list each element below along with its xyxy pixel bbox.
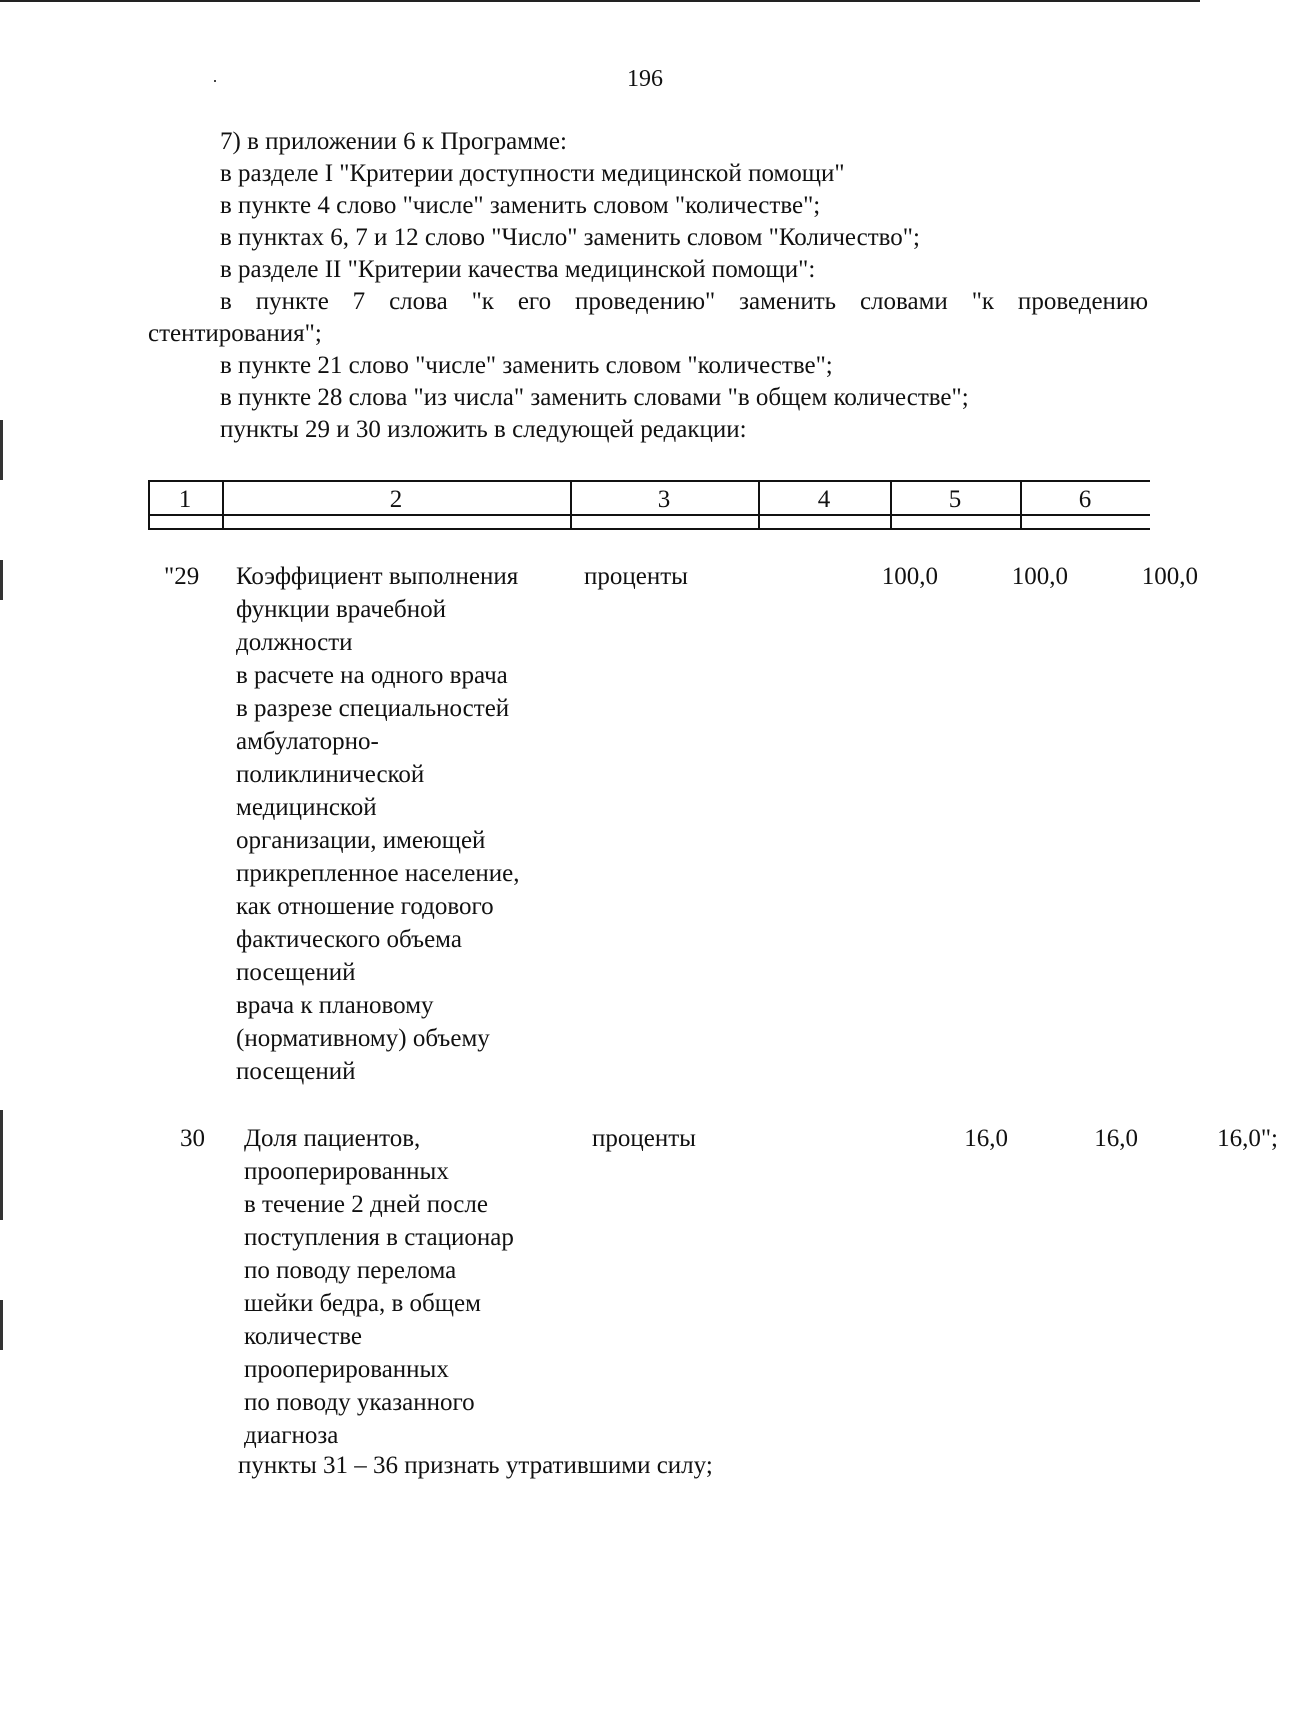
amendment-line: в разделе II "Критерии качества медицинской помощи": xyxy=(220,256,816,283)
row-value-col5: 16,0 xyxy=(1094,1125,1138,1152)
description-line: по поводу перелома xyxy=(244,1257,457,1284)
description-line: Коэффициент выполнения xyxy=(236,563,519,590)
description-line: фактического объема xyxy=(236,926,462,953)
row-number: 30 xyxy=(180,1125,205,1152)
scan-margin-mark xyxy=(0,1300,3,1350)
table-header-cell: 3 xyxy=(657,486,671,513)
table-rule xyxy=(148,514,1150,516)
amendment-line: в пункте 28 слова "из числа" заменить словами "в общем количестве"; xyxy=(220,384,969,411)
description-line: прооперированных xyxy=(244,1158,449,1185)
description-line: медицинской xyxy=(236,794,377,821)
description-line: поступления в стационар xyxy=(244,1224,514,1251)
description-line: должности xyxy=(236,629,353,656)
description-line: в течение 2 дней после xyxy=(244,1191,488,1218)
table-header xyxy=(148,480,1150,530)
scan-margin-mark xyxy=(0,1110,3,1220)
scan-margin-mark xyxy=(0,420,3,480)
row-value-col4: 100,0 xyxy=(881,563,938,590)
description-line: количестве xyxy=(244,1323,362,1350)
row-value-col6: 100,0 xyxy=(1141,563,1198,590)
table-rule xyxy=(148,480,1150,482)
description-line: в расчете на одного врача xyxy=(236,662,508,689)
amendment-line: в пунктах 6, 7 и 12 слово "Число" заменить словом "Количество"; xyxy=(220,224,920,251)
amendment-line: стентирования"; xyxy=(148,320,322,347)
description-line: функции врачебной xyxy=(236,596,447,623)
closing-text: пункты 31 – 36 признать утратившими силу; xyxy=(238,1452,713,1479)
description-line: как отношение годового xyxy=(236,893,494,920)
row-unit: проценты xyxy=(592,1125,696,1152)
table-header-cell: 2 xyxy=(389,486,403,513)
description-line: по поводу указанного xyxy=(244,1389,475,1416)
description-line: шейки бедра, в общем xyxy=(244,1290,481,1317)
description-line: прооперированных xyxy=(244,1356,449,1383)
row-value-col5: 100,0 xyxy=(1011,563,1068,590)
amendment-line: пункты 29 и 30 изложить в следующей редакции: xyxy=(220,416,747,443)
description-line: амбулаторно- xyxy=(236,728,379,755)
description-line: организации, имеющей xyxy=(236,827,486,854)
description-line: в разрезе специальностей xyxy=(236,695,510,722)
amendment-line: в пункте 21 слово "числе" заменить словом "количестве"; xyxy=(220,352,833,379)
row-description xyxy=(244,1122,584,1452)
description-line: поликлинической xyxy=(236,761,425,788)
amendment-line: в пункте 7 слова "к его проведению" заменить словами "к проведению xyxy=(220,288,1148,315)
description-line: прикрепленное население, xyxy=(236,860,520,887)
description-line: Доля пациентов, xyxy=(244,1125,421,1152)
table-header-cell: 6 xyxy=(1078,486,1092,513)
description-line: посещений xyxy=(236,1058,356,1085)
table-header-cell: 1 xyxy=(178,486,192,513)
description-line: врача к плановому xyxy=(236,992,434,1019)
description-line: (нормативному) объему xyxy=(236,1025,490,1052)
row-description xyxy=(236,560,576,1088)
table-header-cell: 5 xyxy=(948,486,962,513)
table-rule xyxy=(148,528,1150,530)
description-line: диагноза xyxy=(244,1422,339,1449)
description-line: посещений xyxy=(236,959,356,986)
table-row xyxy=(148,1122,1278,1462)
table-header-cell: 4 xyxy=(817,486,831,513)
row-number: "29 xyxy=(164,563,200,590)
row-value-col4: 16,0 xyxy=(964,1125,1008,1152)
row-value-col6: 16,0"; xyxy=(1217,1125,1278,1152)
row-unit: проценты xyxy=(584,563,688,590)
page-number: 196 xyxy=(627,66,663,92)
scan-top-border xyxy=(0,0,1200,2)
amendment-line: в пункте 4 слово "числе" заменить словом "количестве"; xyxy=(220,192,821,219)
amendment-line: в разделе I "Критерии доступности медицинской помощи" xyxy=(220,160,845,187)
table-row xyxy=(148,560,1198,1100)
amendment-line: 7) в приложении 6 к Программе: xyxy=(220,128,567,155)
amendments-text xyxy=(148,126,1148,446)
scan-margin-mark xyxy=(0,560,3,600)
